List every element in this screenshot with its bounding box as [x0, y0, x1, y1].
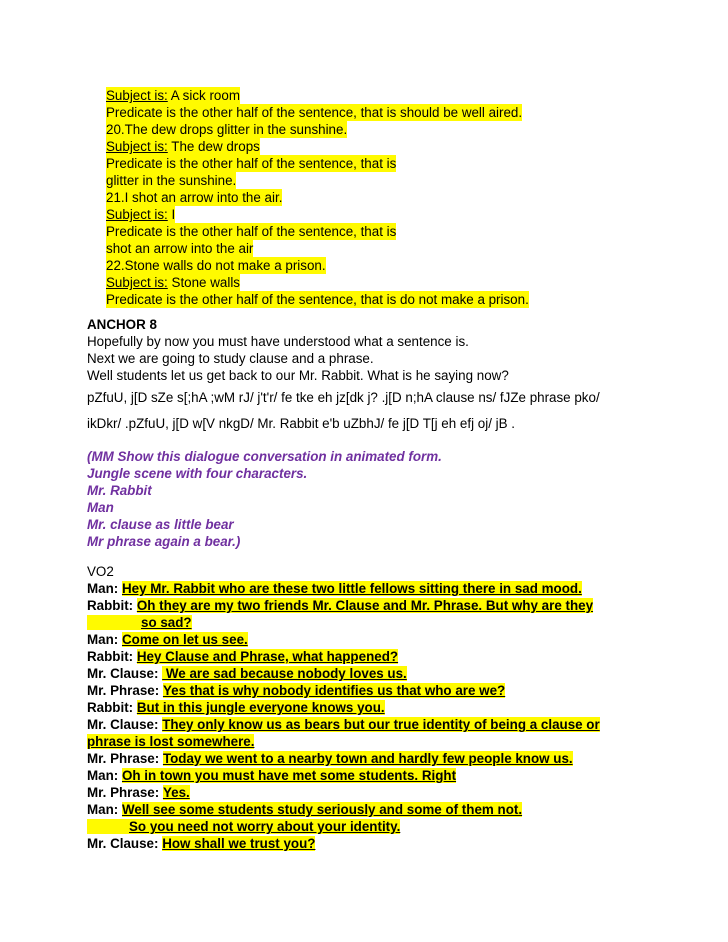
anchor-line-2: Next we are going to study clause and a phrase. — [87, 351, 374, 366]
mm-note-3: Mr. Rabbit — [87, 483, 152, 498]
sentence-22: 22.Stone walls do not make a prison. — [106, 258, 326, 273]
sentence-20: 20.The dew drops glitter in the sunshine. — [106, 122, 348, 137]
dialogue-text: They only know us as bears but our true identity of being a clause or — [162, 717, 600, 732]
mm-note-1: (MM Show this dialogue conversation in animated form. — [87, 449, 442, 464]
speaker: Rabbit: — [87, 649, 134, 664]
subject-value: A sick room — [170, 88, 240, 103]
anchor-line-1: Hopefully by now you must have understood what a sentence is. — [87, 334, 469, 349]
speaker: Man: — [87, 802, 119, 817]
subject-label: Subject is: — [106, 88, 168, 103]
speaker: Man: — [87, 768, 119, 783]
dialogue-line-11 — [87, 750, 573, 767]
dialogue-line-3 — [87, 614, 192, 631]
dialogue-line-10 — [87, 733, 254, 750]
anchor-line-3: Well students let us get back to our Mr. Rabbit. What is he saying now? — [87, 368, 509, 383]
dialogue-line-13 — [87, 784, 190, 801]
dialogue-text: Come on let us see. — [121, 632, 248, 647]
hindi-line-1: pZfuU, j[D sZe s[;hA ;wM rJ/ j't'r/ fe tke eh jz[dk j? .j[D n;hA clause ns/ fJZe phrase pko/ — [87, 390, 600, 405]
dialogue-line-15 — [87, 818, 400, 835]
speaker: Mr. Clause: — [87, 836, 159, 851]
predicate-line-21b: shot an arrow into the air — [106, 241, 254, 256]
hindi-line-2: ikDkr/ .pZfuU, j[D w[V nkgD/ Mr. Rabbit e'b uZbhJ/ fe j[D T[j eh efj oj/ jB . — [87, 416, 515, 431]
dialogue-text: So you need not worry about your identity. — [87, 819, 400, 834]
subject-label: Subject is: — [106, 275, 168, 290]
dialogue-line-2 — [87, 597, 593, 614]
speaker: Mr. Phrase: — [87, 785, 160, 800]
dialogue-text: Well see some students study seriously and some of them not. — [121, 802, 523, 817]
dialogue-line-14 — [87, 801, 522, 818]
predicate-line-21a: Predicate is the other half of the sentence, that is — [106, 224, 397, 239]
dialogue-text: Today we went to a nearby town and hardly few people know us. — [162, 751, 573, 766]
predicate-line-22: Predicate is the other half of the sentence, that is do not make a prison. — [106, 292, 529, 307]
dialogue-line-5 — [87, 648, 398, 665]
predicate-line-20b: glitter in the sunshine. — [106, 173, 237, 188]
sentence-21: 21.I shot an arrow into the air. — [106, 190, 283, 205]
dialogue-text: Hey Clause and Phrase, what happened? — [136, 649, 399, 664]
vo-label: VO2 — [87, 564, 114, 579]
dialogue-line-12 — [87, 767, 456, 784]
mm-note-2: Jungle scene with four characters. — [87, 466, 308, 481]
subject-value: The dew drops — [171, 139, 260, 154]
dialogue-line-1 — [87, 580, 582, 597]
mm-note-4: Man — [87, 500, 114, 515]
dialogue-line-4 — [87, 631, 248, 648]
dialogue-text: Yes that is why nobody identifies us that who are we? — [162, 683, 506, 698]
dialogue-text: How shall we trust you? — [162, 836, 316, 851]
subject-line-21 — [106, 206, 175, 223]
speaker: Man: — [87, 581, 119, 596]
speaker: Rabbit: — [87, 700, 134, 715]
dialogue-text: We are sad because nobody loves us. — [162, 666, 407, 681]
speaker: Mr. Phrase: — [87, 683, 160, 698]
dialogue-text: Hey Mr. Rabbit who are these two little fellows sitting there in sad mood. — [121, 581, 582, 596]
dialogue-line-16 — [87, 835, 315, 852]
dialogue-line-8 — [87, 699, 385, 716]
dialogue-line-9 — [87, 716, 600, 733]
anchor-heading: ANCHOR 8 — [87, 317, 157, 332]
speaker: Mr. Clause: — [87, 666, 159, 681]
subject-label: Subject is: — [106, 207, 168, 222]
dialogue-text: Oh they are my two friends Mr. Clause and Mr. Phrase. But why are they — [136, 598, 594, 613]
mm-note-5: Mr. clause as little bear — [87, 517, 234, 532]
predicate-line-20a: Predicate is the other half of the sentence, that is — [106, 156, 397, 171]
mm-note-6: Mr phrase again a bear.) — [87, 534, 241, 549]
dialogue-text: But in this jungle everyone knows you. — [136, 700, 385, 715]
predicate-line-1: Predicate is the other half of the sentence, that is should be well aired. — [106, 105, 523, 120]
speaker: Mr. Clause: — [87, 717, 159, 732]
dialogue-text: Yes. — [162, 785, 190, 800]
speaker: Rabbit: — [87, 598, 134, 613]
speaker: Man: — [87, 632, 119, 647]
subject-label: Subject is: — [106, 139, 168, 154]
dialogue-text: so sad? — [87, 615, 192, 630]
subject-line-1 — [106, 87, 240, 104]
subject-value: I — [171, 207, 176, 222]
dialogue-line-6 — [87, 665, 407, 682]
dialogue-line-7 — [87, 682, 505, 699]
dialogue-text: Oh in town you must have met some students. Right — [121, 768, 457, 783]
dialogue-text: phrase is lost somewhere. — [87, 734, 255, 749]
speaker: Mr. Phrase: — [87, 751, 160, 766]
subject-line-20 — [106, 138, 260, 155]
subject-value: Stone walls — [171, 275, 240, 290]
subject-line-22 — [106, 274, 240, 291]
